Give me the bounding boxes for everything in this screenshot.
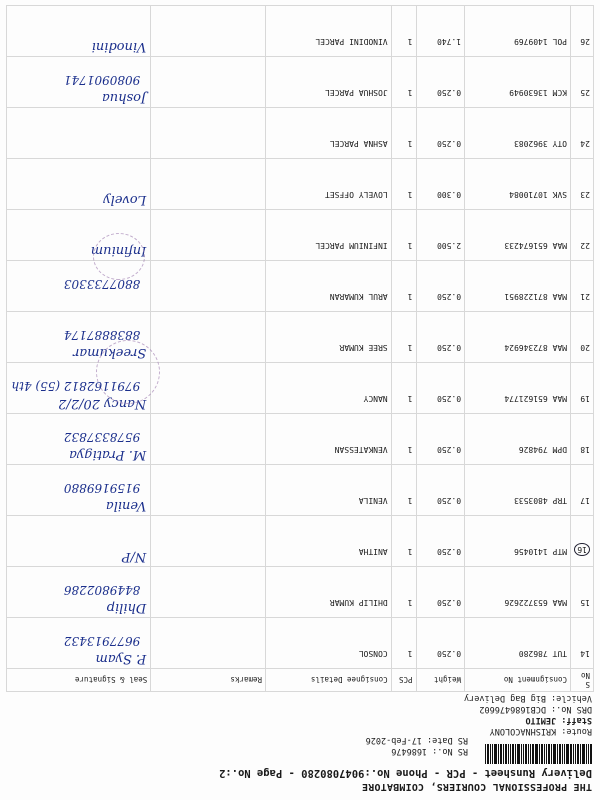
consignee-cell: ARUL KUMARAN — [266, 261, 392, 312]
table-row — [7, 6, 594, 57]
barcode-bar — [532, 744, 534, 764]
handwritten-phone: 9791162812 (55) 4th — [11, 379, 141, 393]
consignee-cell: DHILIP KUMAR — [266, 567, 392, 618]
barcode-bar — [505, 744, 507, 764]
signature-cell — [7, 414, 151, 465]
remarks-cell — [151, 6, 266, 57]
barcode-bar — [573, 744, 574, 764]
remarks-cell — [151, 567, 266, 618]
signature-cell — [7, 57, 151, 108]
pcs-cell: 1 — [391, 567, 416, 618]
barcode-bar — [582, 744, 585, 764]
weight-cell: 0.250 — [416, 108, 465, 159]
consignment-cell: OTY 3962083 — [465, 108, 571, 159]
handwritten-phone: 8838887174 — [63, 328, 141, 342]
col-signature: Seal & Signature — [7, 669, 151, 692]
barcode-bar — [503, 744, 504, 764]
barcode-bar — [485, 744, 486, 764]
handwritten-signature: M. Pratigya — [69, 447, 147, 462]
handwritten-signature: P. Syam — [95, 651, 147, 666]
handwritten-signature: Joshua — [102, 90, 147, 105]
pcs-cell: 1 — [391, 414, 416, 465]
signature-cell — [7, 108, 151, 159]
barcode-bar — [590, 744, 592, 764]
pcs-cell: 1 — [391, 261, 416, 312]
barcode-bar — [535, 744, 538, 764]
signature-cell — [7, 159, 151, 210]
delivery-table — [6, 5, 594, 692]
remarks-cell — [151, 465, 266, 516]
handwritten-phone: 8449802286 — [63, 583, 141, 597]
barcode-bar — [575, 744, 576, 764]
consignment-cell: TUT 786280 — [465, 618, 571, 669]
barcode-bar — [500, 744, 502, 764]
consignment-cell: MAA 653722626 — [465, 567, 571, 618]
handwritten-phone: 9578337832 — [63, 430, 141, 444]
sno-cell: 22 — [571, 210, 594, 261]
remarks-cell — [151, 57, 266, 108]
handwritten-signature: Infinium — [90, 243, 147, 258]
barcode-bar — [541, 744, 543, 764]
table-row — [7, 414, 594, 465]
handwritten-signature: Dhilip — [106, 600, 147, 615]
barcode-bar — [512, 744, 514, 764]
remarks-cell — [151, 312, 266, 363]
barcode — [470, 744, 592, 764]
rs-date: RS Date: 17-Feb-2026 — [365, 735, 468, 745]
barcode-bar — [562, 744, 563, 764]
weight-cell: 0.250 — [416, 363, 465, 414]
remarks-cell — [151, 261, 266, 312]
handwritten-signature: Sreekumar — [73, 345, 147, 360]
weight-cell: 0.250 — [416, 516, 465, 567]
sno-cell: 24 — [571, 108, 594, 159]
barcode-bar — [586, 744, 587, 764]
table-row — [7, 312, 594, 363]
weight-cell: 0.250 — [416, 465, 465, 516]
signature-cell — [7, 6, 151, 57]
barcode-bar — [523, 744, 524, 764]
barcode-bar — [517, 744, 520, 764]
consignment-cell: MAA 871228951 — [465, 261, 571, 312]
consignee-cell: NANCY — [266, 363, 392, 414]
handwritten-signature: Venila — [105, 498, 147, 513]
weight-cell: 0.250 — [416, 567, 465, 618]
barcode-bar — [557, 744, 558, 764]
remarks-cell — [151, 108, 266, 159]
barcode-bar — [544, 744, 545, 764]
staff — [525, 715, 592, 725]
sno-cell: 14 — [571, 618, 594, 669]
circled-sno: 16 — [574, 543, 590, 556]
pcs-cell: 1 — [391, 618, 416, 669]
handwritten-signature: Lovely — [103, 192, 147, 207]
col-sno: S No — [571, 669, 594, 692]
seal-stamp — [96, 340, 160, 404]
handwritten-phone: 8807733303 — [63, 277, 141, 291]
consignment-cell: DPM 794826 — [465, 414, 571, 465]
sno-cell: 25 — [571, 57, 594, 108]
barcode-bar — [525, 744, 527, 764]
barcode-bar — [490, 744, 491, 764]
signature-cell — [7, 567, 151, 618]
barcode-bar — [487, 744, 489, 764]
consignee-cell: ASHNA PARCEL — [266, 108, 392, 159]
consignment-cell: KCM 13630949 — [465, 57, 571, 108]
weight-cell: 0.250 — [416, 57, 465, 108]
consignment-cell: TRP 4803533 — [465, 465, 571, 516]
barcode-bar — [539, 744, 540, 764]
consignee-cell: VENKATESSAN — [266, 414, 392, 465]
drs-number: DRS No.: DCB1686476602 — [479, 704, 592, 714]
remarks-cell — [151, 363, 266, 414]
barcode-bar — [515, 744, 516, 764]
barcode-bar — [559, 744, 561, 764]
sno-cell: 23 — [571, 159, 594, 210]
table-row — [7, 465, 594, 516]
weight-cell: 0.250 — [416, 312, 465, 363]
runsheet-title: Delivery Runsheet - PCR - Phone No.:9047080280 - Page No.:2 — [219, 767, 592, 779]
company-name: THE PROFESSIONAL COURIERS, COIMBATORE — [361, 781, 592, 792]
weight-cell: 0.250 — [416, 618, 465, 669]
table-header-row — [7, 669, 594, 692]
vehicle: Vehicle: Big Bag Delivery — [464, 693, 592, 703]
sno-cell: 20 — [571, 312, 594, 363]
barcode-bar — [510, 744, 511, 764]
pcs-cell: 1 — [391, 108, 416, 159]
sno-cell: 18 — [571, 414, 594, 465]
sno-cell: 17 — [571, 465, 594, 516]
signature-cell — [7, 516, 151, 567]
consignee-cell: VENILA — [266, 465, 392, 516]
consignee-cell: INFINIUM PARCEL — [266, 210, 392, 261]
handwritten-phone: 9677913432 — [63, 634, 141, 648]
pcs-cell: 1 — [391, 57, 416, 108]
signature-cell — [7, 465, 151, 516]
barcode-bar — [492, 744, 493, 764]
col-remarks: Remarks — [151, 669, 266, 692]
pcs-cell: 1 — [391, 312, 416, 363]
rs-number: RS No.: 1686476 — [391, 746, 468, 756]
remarks-cell — [151, 414, 266, 465]
consignment-cell: MAA 651621774 — [465, 363, 571, 414]
staff-name: JEMITO — [525, 715, 557, 725]
handwritten-signature: Vinodini — [91, 39, 147, 54]
table-row — [7, 516, 594, 567]
pcs-cell: 1 — [391, 516, 416, 567]
sno-cell: 19 — [571, 363, 594, 414]
table-row — [7, 57, 594, 108]
barcode-bar — [548, 744, 550, 764]
barcode-bar — [521, 744, 522, 764]
col-weight: Weight — [416, 669, 465, 692]
barcode-bar — [530, 744, 531, 764]
handwritten-signature: Nancy 20/2/2 — [58, 396, 147, 411]
pcs-cell: 1 — [391, 159, 416, 210]
remarks-cell — [151, 210, 266, 261]
sno-cell — [571, 516, 594, 567]
signature-cell — [7, 618, 151, 669]
pcs-cell: 1 — [391, 363, 416, 414]
weight-cell: 0.250 — [416, 261, 465, 312]
pcs-cell: 1 — [391, 6, 416, 57]
barcode-bar — [546, 744, 547, 764]
table-row — [7, 108, 594, 159]
table-row — [7, 618, 594, 669]
barcode-bar — [566, 744, 569, 764]
remarks-cell — [151, 159, 266, 210]
consignment-cell: MAA 651674233 — [465, 210, 571, 261]
table-row — [7, 363, 594, 414]
weight-cell: 1.740 — [416, 6, 465, 57]
consignee-cell: LOVELY OFFSET — [266, 159, 392, 210]
barcode-bar — [564, 744, 565, 764]
pcs-cell: 1 — [391, 465, 416, 516]
handwritten-signature: N/P — [121, 549, 147, 564]
barcode-bar — [570, 744, 572, 764]
consignee-cell: ANITHA — [266, 516, 392, 567]
barcode-bar — [494, 744, 497, 764]
remarks-cell — [151, 516, 266, 567]
handwritten-phone: 9159169880 — [63, 481, 141, 495]
table-row — [7, 261, 594, 312]
staff-label: Staff: — [561, 715, 592, 725]
table-row — [7, 567, 594, 618]
handwritten-phone: 9080901741 — [63, 73, 141, 87]
sno-cell: 21 — [571, 261, 594, 312]
table-row — [7, 159, 594, 210]
barcode-bar — [508, 744, 509, 764]
sno-cell: 26 — [571, 6, 594, 57]
weight-cell: 0.300 — [416, 159, 465, 210]
sno-cell: 15 — [571, 567, 594, 618]
barcode-bar — [580, 744, 581, 764]
consignment-cell: MAA 872346924 — [465, 312, 571, 363]
barcode-bar — [528, 744, 529, 764]
weight-cell: 2.500 — [416, 210, 465, 261]
consignment-cell: POL 1409769 — [465, 6, 571, 57]
consignee-cell: VINODINI PARCEL — [266, 6, 392, 57]
barcode-bar — [498, 744, 499, 764]
consignee-cell: CONSOL — [266, 618, 392, 669]
route: Route: KRISHNACOLONY — [489, 726, 592, 736]
barcode-bar — [553, 744, 556, 764]
consignment-cell: SVK 10710084 — [465, 159, 571, 210]
pcs-cell: 1 — [391, 210, 416, 261]
seal-stamp — [90, 233, 147, 280]
barcode-bar — [551, 744, 552, 764]
barcode-bar — [588, 744, 589, 764]
col-consignment: Consignment No — [465, 669, 571, 692]
consignee-cell: JOSHUA PARCEL — [266, 57, 392, 108]
col-pcs: PCS — [391, 669, 416, 692]
weight-cell: 0.250 — [416, 414, 465, 465]
consignment-cell: MTP 1410456 — [465, 516, 571, 567]
barcode-bar — [577, 744, 579, 764]
col-consignee: Consignee Details — [266, 669, 392, 692]
consignee-cell: SREE KUMAR — [266, 312, 392, 363]
remarks-cell — [151, 618, 266, 669]
